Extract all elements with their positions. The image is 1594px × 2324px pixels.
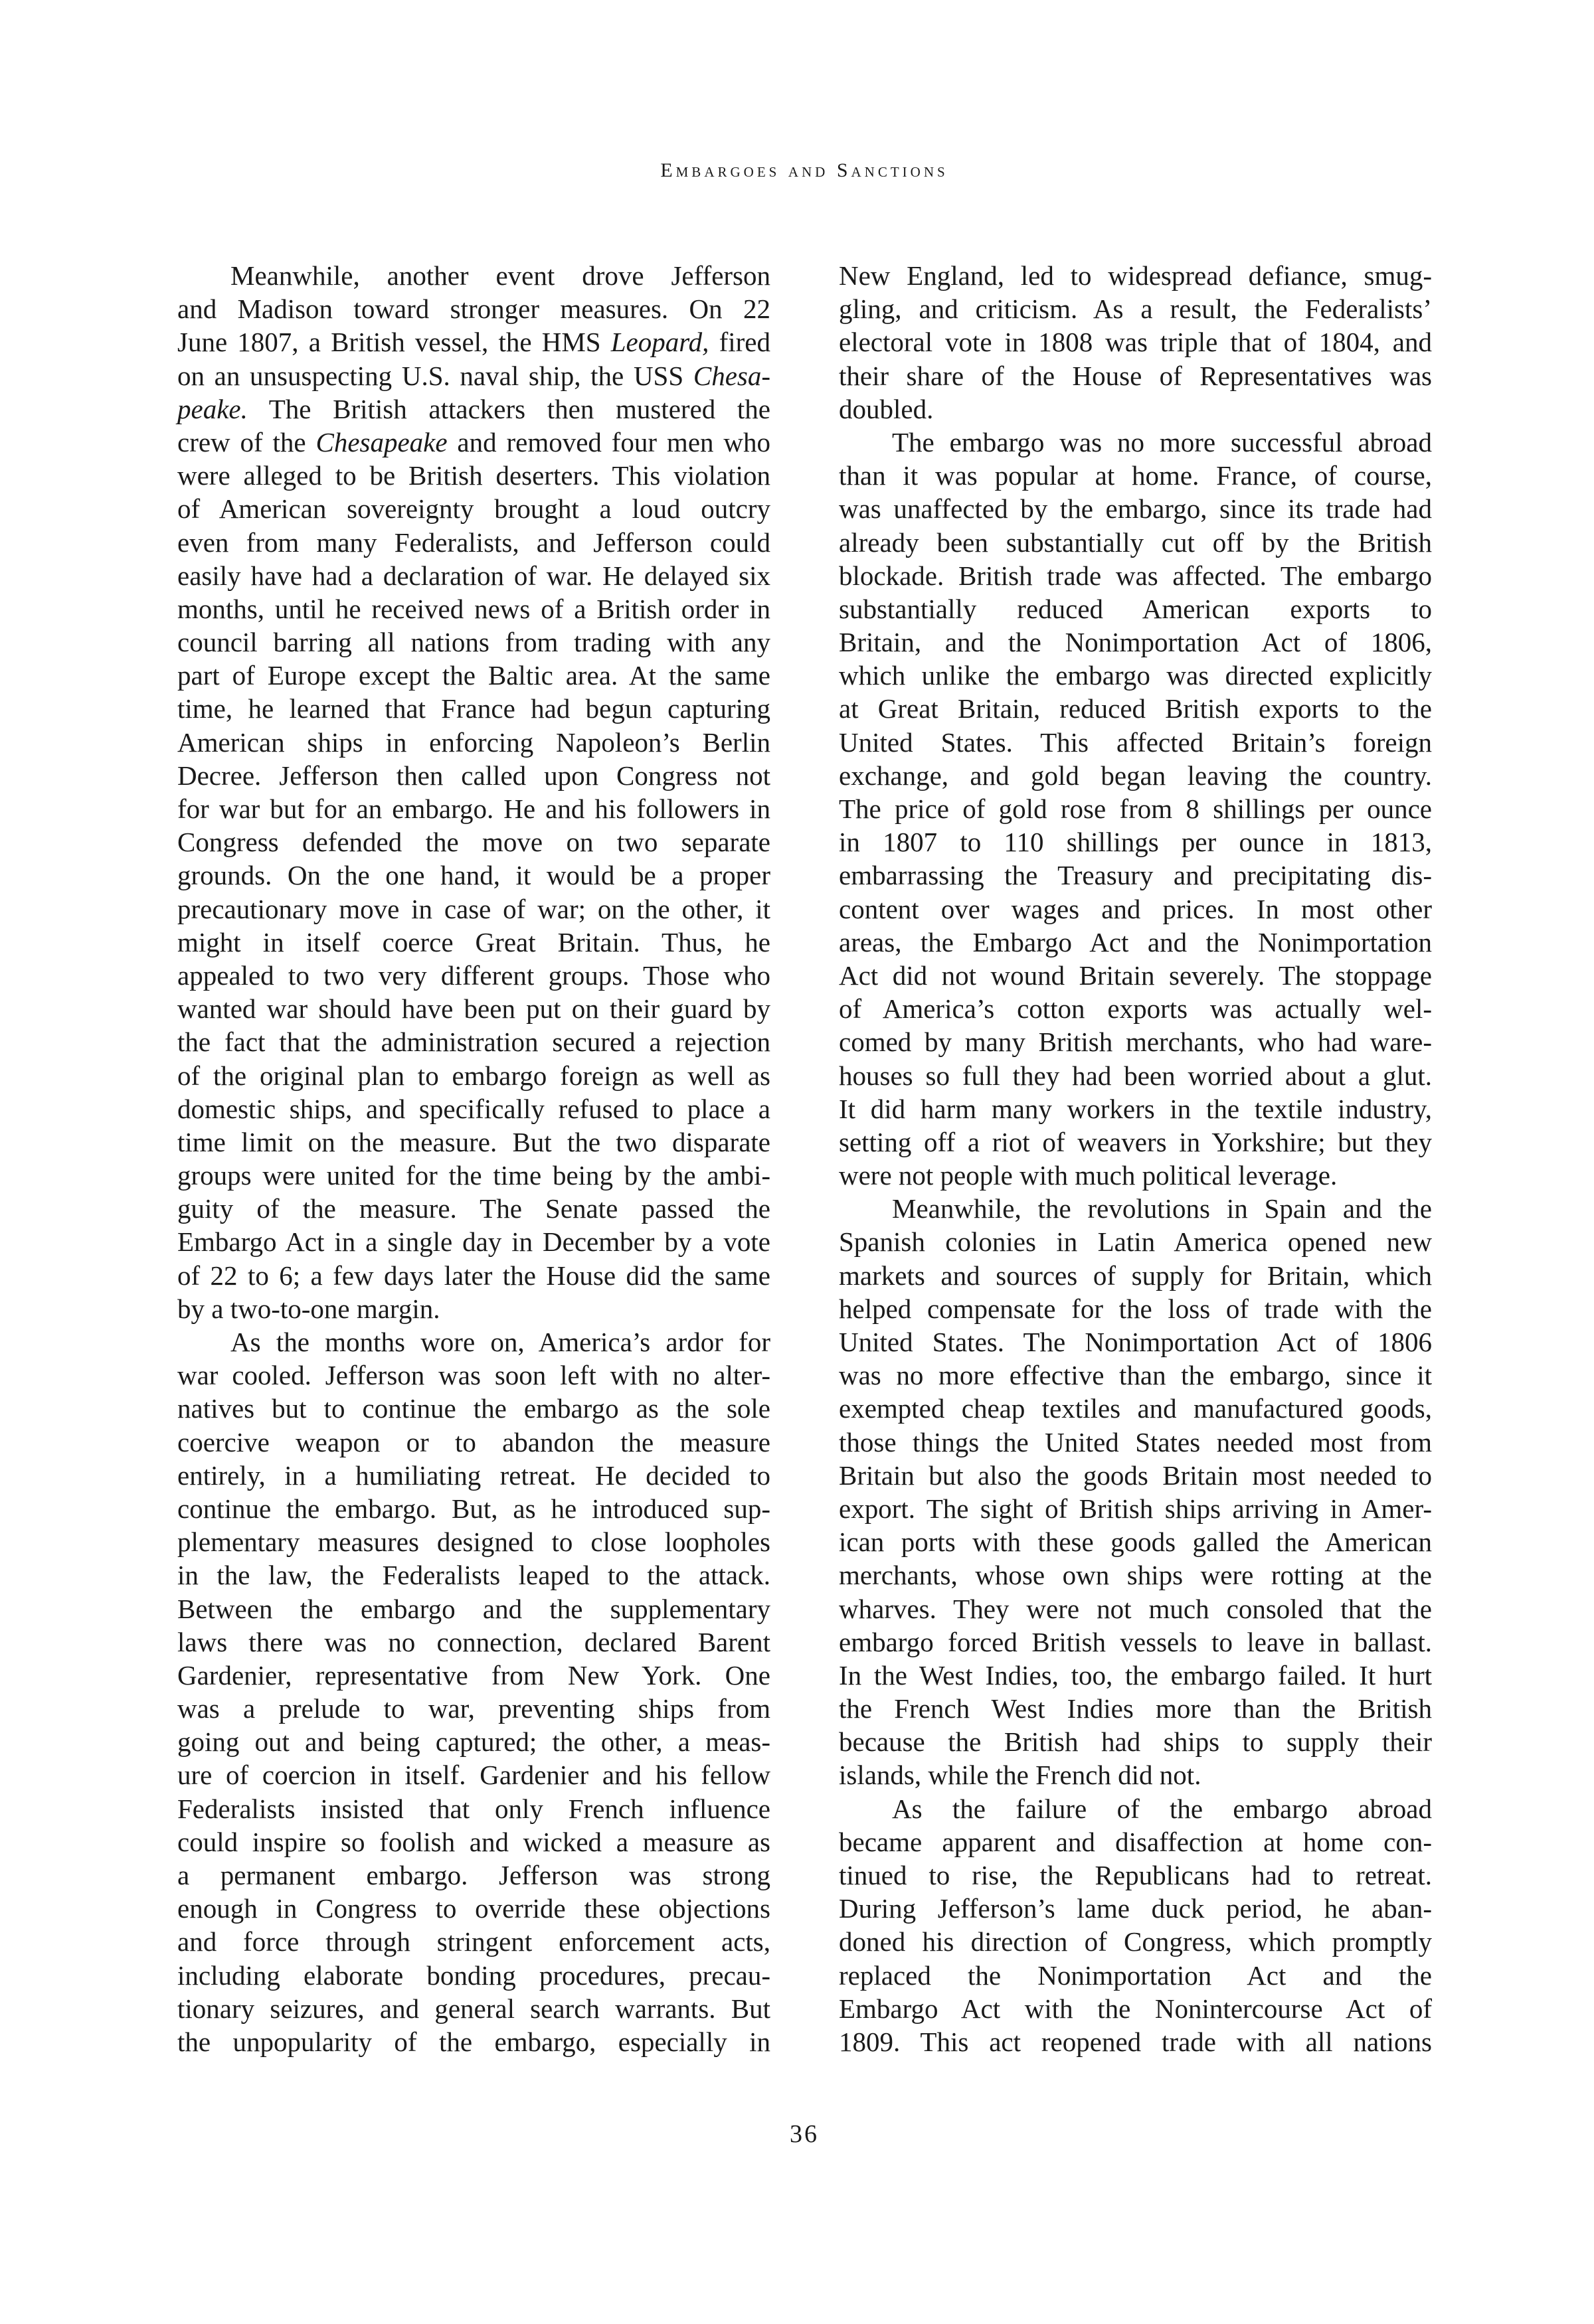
text-line: their share of the House of Representatives was — [839, 360, 1432, 391]
text-line — [177, 325, 770, 359]
text-line: enough in Congress to override these objections — [177, 1893, 770, 1924]
text-line: comed by many British merchants, who had ware- — [839, 1027, 1432, 1058]
left-column — [177, 259, 770, 2058]
text-line: for war but for an embargo. He and his followers in — [177, 793, 770, 824]
text-line: could inspire so foolish and wicked a measure as — [177, 1826, 770, 1857]
text-line: electoral vote in 1808 was triple that of 1804, and — [839, 327, 1432, 358]
text-line: the fact that the administration secured a rejection — [177, 1027, 770, 1058]
text-line: The price of gold rose from 8 shillings per ounce — [839, 793, 1432, 824]
text-line: doned his direction of Congress, which promptly — [839, 1926, 1432, 1957]
text-run: June 1807, a British vessel, the HMS — [177, 327, 611, 358]
text-line: export. The sight of British ships arriving in Amer- — [839, 1493, 1432, 1524]
text-line: months, until he received news of a British order in — [177, 593, 770, 624]
text-line: United States. This affected Britain’s foreign — [839, 726, 1432, 758]
text-line: the unpopularity of the embargo, especially in — [177, 2026, 770, 2057]
text-line: replaced the Nonimportation Act and the — [839, 1959, 1432, 1991]
text-line: was unaffected by the embargo, since its trade had — [839, 493, 1432, 525]
text-line: Gardenier, representative from New York. One — [177, 1659, 770, 1691]
text-line: by a two-to-one margin. — [177, 1293, 440, 1324]
text-line: wanted war should have been put on their guard by — [177, 993, 770, 1025]
text-line: wharves. They were not much consoled that the — [839, 1593, 1432, 1624]
paragraph — [839, 259, 1432, 426]
text-line: council barring all nations from trading with any — [177, 627, 770, 658]
text-line: appealed to two very different groups. Those who — [177, 959, 770, 991]
text-line: Between the embargo and the supplementary — [177, 1593, 770, 1624]
paragraph — [839, 426, 1432, 1192]
text-line: During Jefferson’s lame duck period, he aban- — [839, 1893, 1432, 1924]
text-line: exchange, and gold began leaving the country. — [839, 760, 1432, 791]
text-line: laws there was no connection, declared Barent — [177, 1626, 770, 1657]
text-line — [177, 392, 770, 426]
text-line: substantially reduced American exports to — [839, 593, 1432, 624]
text-line: of the original plan to embargo foreign as well as — [177, 1060, 770, 1091]
text-line: tionary seizures, and general search warrants. But — [177, 1993, 770, 2024]
text-line: were alleged to be British deserters. This violation — [177, 460, 770, 491]
text-line: which unlike the embargo was directed explicitly — [839, 660, 1432, 691]
text-line: areas, the Embargo Act and the Nonimportation — [839, 926, 1432, 957]
text-line: entirely, in a humiliating retreat. He decided to — [177, 1459, 770, 1491]
text-line: helped compensate for the loss of trade with the — [839, 1293, 1432, 1324]
italic-title: Leopard, — [610, 327, 709, 358]
text-line: guity of the measure. The Senate passed the — [177, 1193, 770, 1224]
text-line: coercive weapon or to abandon the measure — [177, 1426, 770, 1457]
text-line: of America’s cotton exports was actually wel- — [839, 993, 1432, 1025]
text-line: Congress defended the move on two separate — [177, 827, 770, 858]
text-line: plementary measures designed to close loopholes — [177, 1527, 770, 1558]
text-line: American ships in enforcing Napoleon’s Berlin — [177, 726, 770, 758]
italic-title: peake. — [177, 393, 248, 424]
text-line: Britain but also the goods Britain most needed to — [839, 1459, 1432, 1491]
text-line: ican ports with these goods galled the American — [839, 1527, 1432, 1558]
text-run: fired — [709, 327, 770, 358]
text-line: were not people with much political leverage. — [839, 1160, 1338, 1191]
text-line: time limit on the measure. But the two disparate — [177, 1126, 770, 1157]
text-line: was no more effective than the embargo, since it — [839, 1360, 1432, 1391]
text-line: Meanwhile, the revolutions in Spain and the — [892, 1193, 1432, 1224]
running-head: Embargoes and Sanctions — [660, 159, 948, 181]
text-line — [177, 426, 770, 459]
text-line: As the months wore on, America’s ardor for — [230, 1327, 770, 1357]
text-line: United States. The Nonimportation Act of 1806 — [839, 1327, 1432, 1357]
text-line: part of Europe except the Baltic area. At the same — [177, 660, 770, 691]
paragraph — [839, 1792, 1432, 2059]
text-line: the French West Indies more than the British — [839, 1693, 1432, 1724]
text-line: and Madison toward stronger measures. On 22 — [177, 293, 770, 325]
text-line: precautionary move in case of war; on the other, it — [177, 893, 770, 924]
text-line: In the West Indies, too, the embargo failed. It hurt — [839, 1659, 1432, 1691]
text-line: domestic ships, and specifically refused to place a — [177, 1093, 770, 1124]
text-line: houses so full they had been worried about a glut. — [839, 1060, 1432, 1091]
text-line: Britain, and the Nonimportation Act of 1806, — [839, 627, 1432, 658]
text-line: became apparent and disaffection at home con- — [839, 1826, 1432, 1857]
text-line: setting off a riot of weavers in Yorkshire; but they — [839, 1126, 1432, 1157]
text-line: islands, while the French did not. — [839, 1760, 1201, 1791]
text-line: As the failure of the embargo abroad — [892, 1793, 1432, 1824]
text-line — [177, 359, 770, 392]
text-line: and force through stringent enforcement acts, — [177, 1926, 770, 1957]
text-line: gling, and criticism. As a result, the Federalists’ — [839, 293, 1432, 325]
text-line: content over wages and prices. In most other — [839, 893, 1432, 924]
text-run: The British attackers then mustered the — [247, 393, 770, 424]
text-line: than it was popular at home. France, of course, — [839, 460, 1432, 491]
text-line: The embargo was no more successful abroad — [892, 426, 1432, 457]
paragraph — [839, 1192, 1432, 1791]
text-line: in the law, the Federalists leaped to the attack. — [177, 1560, 770, 1591]
italic-title: Chesa- — [693, 360, 770, 391]
text-line: 1809. This act reopened trade with all nations — [839, 2026, 1432, 2057]
italic-title: Chesapeake — [315, 426, 448, 457]
text-line: time, he learned that France had begun capturing — [177, 693, 770, 724]
text-line: ure of coercion in itself. Gardenier and his fellow — [177, 1760, 770, 1791]
text-line: going out and being captured; the other, a meas- — [177, 1726, 770, 1758]
text-line: merchants, whose own ships were rotting at the — [839, 1560, 1432, 1591]
text-line: of 22 to 6; a few days later the House did the same — [177, 1260, 770, 1291]
text-line: at Great Britain, reduced British exports to the — [839, 693, 1432, 724]
text-line: Embargo Act with the Nonintercourse Act of — [839, 1993, 1432, 2024]
text-run: and removed four men who — [447, 426, 770, 457]
text-line: in 1807 to 110 shillings per ounce in 1813, — [839, 827, 1432, 858]
text-line: including elaborate bonding procedures, precau- — [177, 1959, 770, 1991]
text-line: those things the United States needed most from — [839, 1426, 1432, 1457]
text-line: easily have had a declaration of war. He delayed six — [177, 560, 770, 591]
text-line: exempted cheap textiles and manufactured goods, — [839, 1393, 1432, 1424]
page-number: 36 — [790, 2120, 819, 2148]
text-line: a permanent embargo. Jefferson was strong — [177, 1860, 770, 1890]
text-line: might in itself coerce Great Britain. Thus, he — [177, 926, 770, 957]
text-line: Meanwhile, another event drove Jefferson — [230, 260, 770, 291]
paragraph — [177, 259, 770, 1325]
text-line: Act did not wound Britain severely. The stoppage — [839, 959, 1432, 991]
text-line: New England, led to widespread defiance, smug- — [839, 260, 1432, 291]
text-line: It did harm many workers in the textile industry, — [839, 1093, 1432, 1124]
text-line: grounds. On the one hand, it would be a proper — [177, 860, 770, 891]
text-line: Federalists insisted that only French influence — [177, 1793, 770, 1824]
text-line: groups were united for the time being by the ambi- — [177, 1160, 770, 1191]
text-line: embargo forced British vessels to leave in ballast. — [839, 1626, 1432, 1657]
text-line: was a prelude to war, preventing ships from — [177, 1693, 770, 1724]
text-run: on an unsuspecting U.S. naval ship, the USS — [177, 360, 693, 391]
text-line: already been substantially cut off by the British — [839, 527, 1432, 558]
text-line: even from many Federalists, and Jefferson could — [177, 527, 770, 558]
text-line: Embargo Act in a single day in December by a vote — [177, 1226, 770, 1258]
text-line: because the British had ships to supply their — [839, 1726, 1432, 1758]
paragraph — [177, 1325, 770, 2058]
text-line: continue the embargo. But, as he introduced sup- — [177, 1493, 770, 1524]
text-line: embarrassing the Treasury and precipitating dis- — [839, 860, 1432, 891]
right-column — [839, 259, 1432, 2058]
text-line: war cooled. Jefferson was soon left with no alter- — [177, 1360, 770, 1391]
text-line: of American sovereignty brought a loud outcry — [177, 493, 770, 525]
text-line: Decree. Jefferson then called upon Congress not — [177, 760, 770, 791]
text-line: Spanish colonies in Latin America opened new — [839, 1226, 1432, 1258]
text-line: markets and sources of supply for Britain, which — [839, 1260, 1432, 1291]
text-line: tinued to rise, the Republicans had to retreat. — [839, 1860, 1432, 1890]
text-line: blockade. British trade was affected. The embargo — [839, 560, 1432, 591]
text-line: natives but to continue the embargo as the sole — [177, 1393, 770, 1424]
text-line: doubled. — [839, 393, 934, 424]
text-run: crew of the — [177, 426, 316, 457]
